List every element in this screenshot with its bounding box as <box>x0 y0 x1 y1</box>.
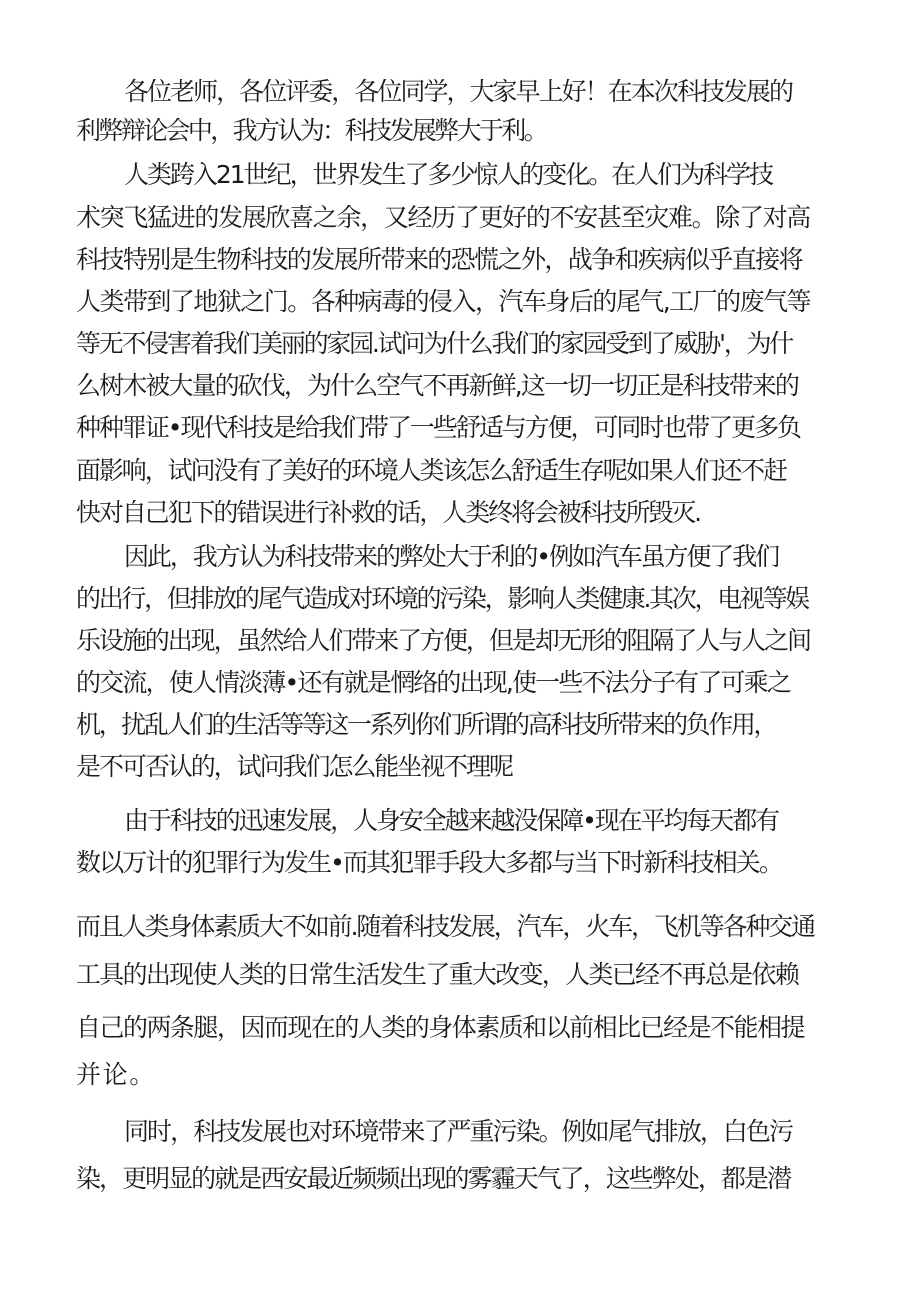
text-line: 的交流，使人情淡薄•还有就是惘络的出现,使一些不法分子有了可乘之 <box>76 668 790 697</box>
text-line: 乐设施的出现，虽然给人们带来了方便，但是却无形的阻隔了人与人之间 <box>76 626 810 655</box>
text-line: 染，更明显的就是西安最近频频出现的雾霾天气了，这些弊处，都是潜 <box>76 1164 790 1193</box>
text-line: 因此，我方认为科技带来的弊处大于利的•例如汽车虽方便了我们 <box>124 542 778 571</box>
text-line: 工具的出现使人类的日常生活发生了重大改变，人类已经不再总是依赖 <box>76 960 798 989</box>
text-line: 利弊辩论会中，我方认为：科技发展弊大于利。 <box>76 116 546 145</box>
text-line: 而且人类身体素质大不如前.随着科技发展，汽车，火车，飞机等各种交通 <box>76 912 814 941</box>
text-line: 人类带到了地狱之门。各种病毒的侵入，汽车身后的尾气,工厂的废气等 <box>76 287 810 316</box>
text-line: 并论。 <box>76 1060 156 1089</box>
text-line: 是不可否认的，试问我们怎么能坐视不理呢 <box>76 752 512 781</box>
text-line: 由于科技的迅速发展，人身安全越来越没保障•现在平均每天都有 <box>124 806 778 835</box>
text-line: 机，扰乱人们的生活等等这一系列你们所谓的高科技所带来的负作用， <box>76 710 776 739</box>
text-line: 自己的两条腿，因而现在的人类的身体素质和以前相比已经是不能相提 <box>76 1013 804 1042</box>
text-line: 么树木被大量的砍伐，为什么空气不再新鲜,这一切一切正是科技带来的 <box>76 371 798 400</box>
text-line: 种种罪证•现代科技是给我们带了一些舒适与方便，可同时也带了更多负 <box>76 413 800 442</box>
text-line: 快对自己犯下的错误进行补救的话，人类终将会被科技所毁灭. <box>76 498 700 527</box>
text-line: 等无不侵害着我们美丽的家园.试问为什么我们的家园受到了威胁'，为什 <box>76 329 792 358</box>
text-line: 术突飞猛进的发展欣喜之余，又经历了更好的不安甚至灾难。除了对高 <box>76 203 810 232</box>
text-line: 面影响，试问没有了美好的环境人类该怎么舒适生存呢如果人们还不赶 <box>76 456 786 485</box>
text-line: 同时，科技发展也对环境带来了严重污染。例如尾气排放，白色污 <box>124 1117 792 1146</box>
text-line: 数以万计的犯罪行为发生•而其犯罪手段大多都与当下时新科技相关。 <box>76 848 782 877</box>
text-line: 的出行，但排放的尾气造成对环境的污染，影响人类健康.其次，电视等娱 <box>76 584 808 613</box>
text-line: 各位老师，各位评委，各位同学，大家早上好！在本次科技发展的 <box>124 77 792 106</box>
text-line: 科技特别是生物科技的发展所带来的恐慌之外，战争和疾病似乎直接将 <box>76 245 802 274</box>
text-line: 人类跨入21世纪，世界发生了多少惊人的变化。在人们为科学技 <box>124 160 772 189</box>
